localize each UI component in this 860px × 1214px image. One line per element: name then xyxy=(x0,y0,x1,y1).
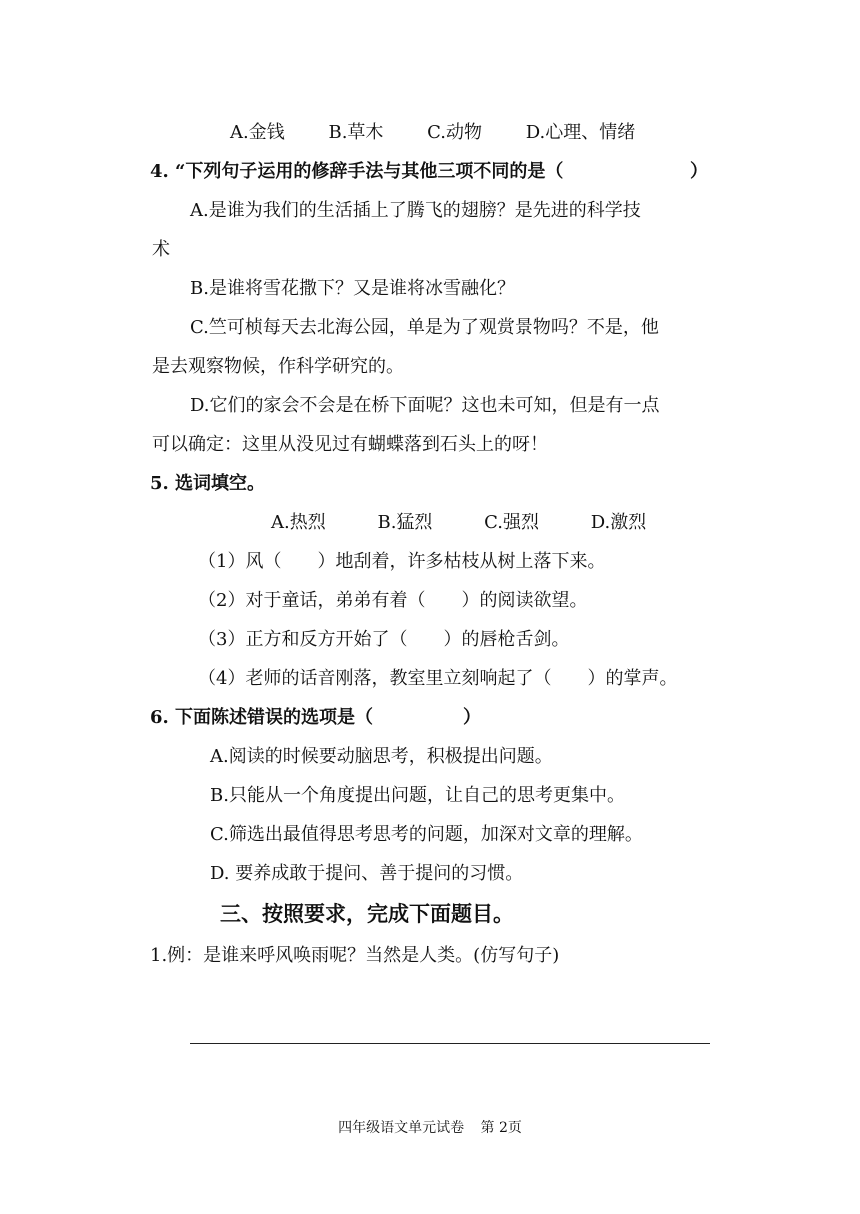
q3-option-a: A.金钱 xyxy=(230,122,285,143)
q5-option-c: C.强烈 xyxy=(484,512,540,533)
q5-item-2: （2）对于童话，弟弟有着（ ）的阅读欲望。 xyxy=(198,590,588,611)
q3-option-b: B.草木 xyxy=(328,122,384,143)
q5-options xyxy=(271,511,692,535)
q4-option-a-line2: 术 xyxy=(152,239,170,260)
answer-line xyxy=(190,1043,710,1044)
q6-option-a: A.阅读的时候要动脑思考，积极提出问题。 xyxy=(210,746,553,767)
q3-option-c: C.动物 xyxy=(427,122,483,143)
q5-option-b: B.猛烈 xyxy=(377,512,433,533)
q6-stem: 6. 下面陈述错误的选项是（ ） xyxy=(150,707,482,728)
footer-title: 四年级语文单元试卷 xyxy=(338,1120,465,1136)
q4-option-b: B.是谁将雪花撒下？又是谁将冰雪融化？ xyxy=(190,278,515,299)
q6-option-d: D. 要养成敢于提问、善于提问的习惯。 xyxy=(210,863,524,884)
q6-option-c: C.筛选出最值得思考思考的问题，加深对文章的理解。 xyxy=(210,824,643,845)
q4-option-d-line2: 可以确定：这里从没见过有蝴蝶落到石头上的呀！ xyxy=(152,434,548,455)
q5-item-1: （1）风（ ）地刮着，许多枯枝从树上落下来。 xyxy=(198,551,606,572)
q3-option-d: D.心理、情绪 xyxy=(525,122,636,143)
q4-option-c-line2: 是去观察物候，作科学研究的。 xyxy=(152,356,404,377)
page-footer xyxy=(0,1118,860,1138)
q4-option-c-line1: C.竺可桢每天去北海公园，单是为了观赏景物吗？不是，他 xyxy=(190,317,659,338)
q5-item-3: （3）正方和反方开始了（ ）的唇枪舌剑。 xyxy=(198,629,570,650)
section-3-question-1: 1.例：是谁来呼风唤雨呢？当然是人类。(仿写句子) xyxy=(150,945,560,966)
q6-option-b: B.只能从一个角度提出问题，让自己的思考更集中。 xyxy=(210,785,625,806)
section-3-title: 三、按照要求，完成下面题目。 xyxy=(220,902,514,926)
q4-stem-close: ） xyxy=(690,161,708,182)
q5-item-4: （4）老师的话音刚落，教室里立刻响起了（ ）的掌声。 xyxy=(198,668,678,689)
q5-stem: 5. 选词填空。 xyxy=(150,473,266,494)
q5-option-a: A.热烈 xyxy=(271,512,326,533)
q4-option-d-line1: D.它们的家会不会是在桥下面呢？这也未可知，但是有一点 xyxy=(190,395,660,416)
q4-option-a-line1: A.是谁为我们的生活插上了腾飞的翅膀？是先进的科学技 xyxy=(190,200,641,221)
q3-options xyxy=(230,121,673,145)
q4-stem: 4. “下列句子运用的修辞手法与其他三项不同的是（ xyxy=(150,161,564,182)
footer-page-number: 第 2页 xyxy=(480,1120,522,1136)
q5-option-d: D.激烈 xyxy=(590,512,647,533)
